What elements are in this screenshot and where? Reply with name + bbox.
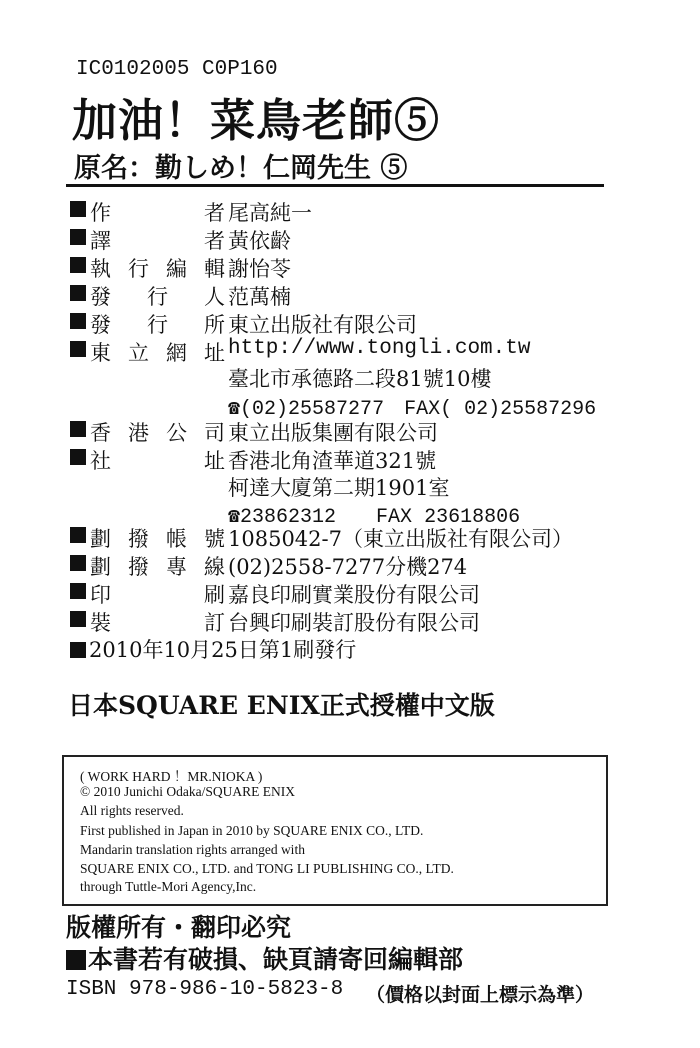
bullet-square-icon — [70, 285, 86, 301]
bullet-square-icon — [70, 642, 86, 658]
book-title: 加油！菜鳥老師⑤ — [72, 94, 441, 147]
bullet-square-icon — [70, 611, 86, 627]
credit-value-author: 尾高純一 — [228, 201, 312, 225]
tongli-address: 臺北市承德路二段81號10樓 — [228, 367, 492, 391]
bullet-square-icon — [70, 421, 86, 437]
credit-label: 東立網址 — [90, 341, 225, 365]
printer-label: 印 刷 — [90, 583, 225, 607]
credit-row-editor — [70, 253, 225, 281]
hk-address-label: 社 址 — [90, 449, 225, 473]
printer-row — [70, 579, 225, 607]
bullet-square-icon — [70, 257, 86, 273]
hk-phone-fax: ☎23862312 FAX 23618806 — [228, 506, 521, 529]
original-title: 原名：勤しめ！仁岡先生 ⑤ — [74, 153, 408, 184]
postal-label: 劃撥專線 — [90, 555, 225, 579]
bullet-square-icon — [70, 555, 86, 571]
credit-value-editor: 謝怡苓 — [228, 257, 291, 281]
publish-date: 2010年10月25日第1刷發行 — [89, 638, 357, 662]
binder-row — [70, 607, 225, 635]
english-line: through Tuttle-Mori Agency,Inc. — [80, 879, 257, 894]
hk-address-line1: 香港北角渣華道321號 — [228, 449, 437, 473]
credit-label: 執行編輯 — [90, 257, 225, 281]
bullet-square-icon — [70, 229, 86, 245]
postal-account-value: 1085042-7（東立出版社有限公司） — [228, 527, 573, 551]
hk-address-row — [70, 445, 225, 473]
bullet-square-icon — [70, 583, 86, 599]
credit-label: 譯 者 — [90, 229, 225, 253]
product-code: IC0102005 C0P160 — [76, 58, 278, 81]
credit-row-website — [70, 337, 225, 365]
english-copyright-box — [62, 755, 608, 906]
english-line: Mandarin translation rights arranged with — [80, 842, 305, 857]
credit-value-translator: 黃依齡 — [228, 229, 291, 253]
price-note: （價格以封面上標示為準） — [366, 984, 595, 1006]
binder-value: 台興印刷裝訂股份有限公司 — [228, 611, 480, 635]
bullet-square-icon — [70, 313, 86, 329]
bullet-square-icon — [70, 449, 86, 465]
postal-line-row — [70, 551, 225, 579]
damage-notice-row — [66, 940, 463, 976]
english-line: SQUARE ENIX CO., LTD. and TONG LI PUBLISHING CO., LTD. — [80, 861, 454, 876]
english-line: First published in Japan in 2010 by SQUARE ENIX CO., LTD. — [80, 823, 424, 838]
hk-company-row — [70, 417, 225, 445]
bullet-square-icon — [66, 950, 86, 970]
credit-row-publishing-house — [70, 309, 225, 337]
credit-label: 作 者 — [90, 201, 225, 225]
english-line: All rights reserved. — [80, 803, 184, 818]
hk-company-label: 香港公司 — [90, 421, 225, 445]
isbn: ISBN 978-986-10-5823-8 — [66, 978, 344, 1001]
credit-label: 發 行 所 — [90, 313, 225, 337]
title-divider — [66, 184, 604, 187]
binder-label: 裝 訂 — [90, 611, 225, 635]
bullet-square-icon — [70, 201, 86, 217]
english-line: ( WORK HARD ！MR.NIOKA ) — [80, 769, 263, 784]
postal-account-row — [70, 523, 225, 551]
printer-value: 嘉良印刷實業股份有限公司 — [228, 583, 480, 607]
credit-value-publishing-house: 東立出版社有限公司 — [228, 313, 417, 337]
tongli-phone-fax: ☎(02)25587277 FAX( 02)25587296 — [228, 398, 597, 421]
credit-row-publisher — [70, 281, 225, 309]
rights-notice: 版權所有・翻印必究 — [66, 913, 292, 942]
credit-row-author — [70, 197, 225, 225]
hk-company-value: 東立出版集團有限公司 — [228, 421, 438, 445]
website-url: http://www.tongli.com.tw — [228, 337, 531, 360]
credit-label: 發 行 人 — [90, 285, 225, 309]
license-notice: 日本SQUARE ENIX正式授權中文版 — [68, 691, 495, 720]
postal-label: 劃撥帳號 — [90, 527, 225, 551]
bullet-square-icon — [70, 527, 86, 543]
bullet-square-icon — [70, 341, 86, 357]
english-line: © 2010 Junichi Odaka/SQUARE ENIX — [80, 784, 295, 799]
credit-value-publisher: 范萬楠 — [228, 285, 291, 309]
postal-line-value: (02)2558-7277分機274 — [228, 555, 468, 579]
damage-notice: 本書若有破損、缺頁請寄回編輯部 — [88, 945, 464, 974]
hk-address-line2: 柯達大廈第二期1901室 — [228, 476, 450, 500]
credit-row-translator — [70, 225, 225, 253]
publish-date-row — [70, 634, 356, 662]
